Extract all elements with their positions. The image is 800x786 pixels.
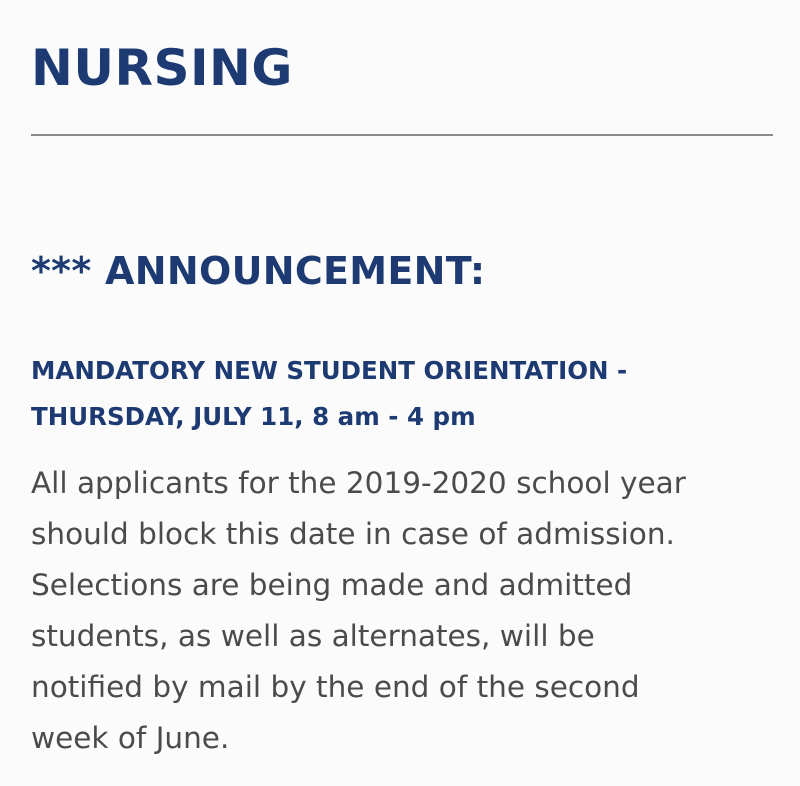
subheading-line: MANDATORY NEW STUDENT ORIENTATION - [31,356,628,385]
page-title: NURSING [31,39,293,97]
announcement-heading: *** ANNOUNCEMENT: [31,249,486,293]
body-line: students, as well as alternates, will be [31,619,595,653]
body-line: week of June. [31,721,230,755]
body-line: Selections are being made and admitted [31,568,633,602]
divider [31,134,773,136]
body-line: should block this date in case of admission. [31,517,675,551]
body-line: notified by mail by the end of the second [31,670,640,704]
subheading-line: THURSDAY, JULY 11, 8 am - 4 pm [31,402,476,431]
announcement-body [31,458,773,764]
orientation-subheading [31,348,773,440]
body-line: All applicants for the 2019-2020 school year [31,466,686,500]
